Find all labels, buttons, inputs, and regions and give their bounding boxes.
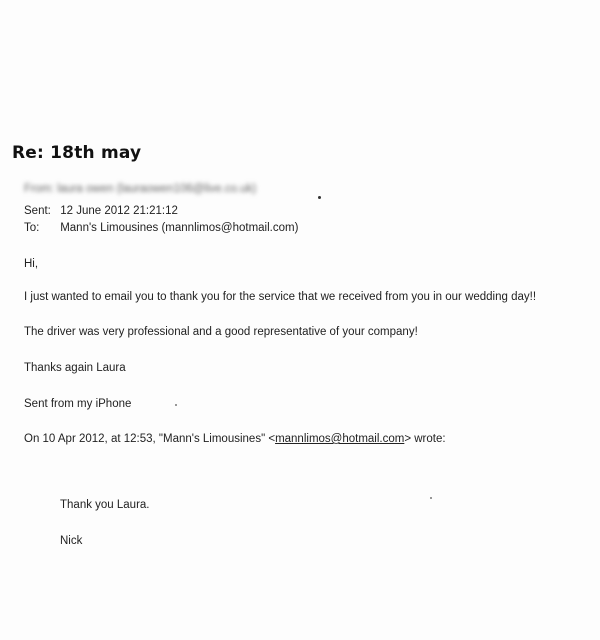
scan-speck (175, 404, 177, 406)
email-subject: Re: 18th may (12, 143, 142, 163)
quoted-line-2: Nick (60, 535, 83, 547)
quote-header-prefix: On 10 Apr 2012, at 12:53, "Mann's Limousines" < (24, 433, 276, 445)
to-label: To: (24, 222, 40, 234)
email-signature: Sent from my iPhone (24, 398, 132, 410)
from-value: laura owen (lauraowen106@live.co.uk) (57, 183, 257, 195)
quote-header-email-link[interactable]: mannlimos@hotmail.com (275, 433, 405, 445)
email-body-line-3: Thanks again Laura (24, 362, 126, 374)
quote-header-suffix: > wrote: (404, 433, 446, 445)
from-row (24, 183, 256, 195)
quoted-line-1: Thank you Laura. (60, 499, 150, 511)
to-value: Mann's Limousines (mannlimos@hotmail.com) (60, 222, 299, 234)
from-label: From: (24, 183, 55, 195)
to-row (24, 222, 298, 234)
sent-row (24, 205, 178, 217)
scan-speck (430, 497, 432, 499)
email-body-line-2: The driver was very professional and a good representative of your company! (24, 326, 418, 338)
quote-header (24, 433, 446, 445)
scan-speck (318, 196, 321, 199)
sent-value: 12 June 2012 21:21:12 (60, 205, 178, 217)
email-body-line-1: I just wanted to email you to thank you for the service that we received from you in our wedding day!! (24, 291, 537, 303)
sent-label: Sent: (24, 205, 51, 217)
email-greeting: Hi, (24, 258, 39, 270)
